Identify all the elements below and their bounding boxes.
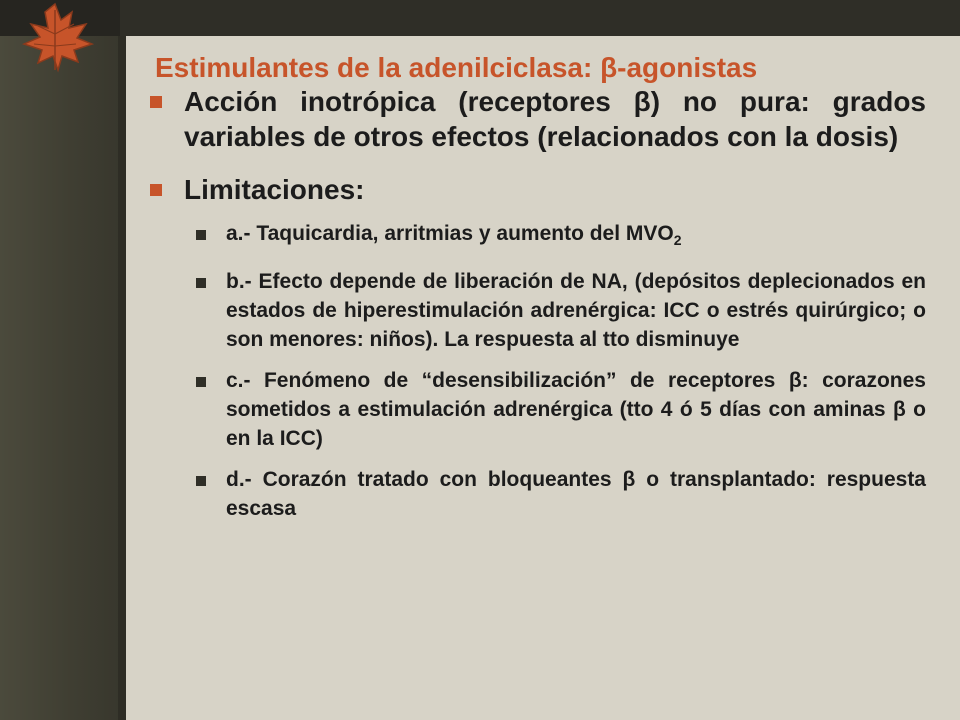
bullet-limitations (150, 172, 926, 207)
slide-title: Estimulantes de la adenilciclasa: β-agonistas (155, 52, 758, 83)
bullet-list (150, 84, 926, 535)
limitations-sublist (150, 219, 926, 523)
left-divider-stripe (118, 0, 126, 720)
bullet-text: Acción inotrópica (receptores β) no pura: grados variables de otros efectos (relacionados con la dosis) (184, 86, 926, 152)
subscript: 2 (673, 232, 682, 248)
left-decorative-band (0, 0, 120, 720)
sub-bullet-text: c.- Fenómeno de “desensibilización” de receptores β: corazones sometidos a estimulación adrenérgica (tto 4 ó 5 días con aminas β o en la ICC) (226, 369, 926, 450)
sub-bullet-c (192, 366, 926, 453)
sub-bullet-b (192, 267, 926, 354)
top-decorative-band (0, 0, 960, 36)
bullet-inotropic-action (150, 84, 926, 154)
sub-bullet-d (192, 465, 926, 523)
sub-bullet-a (192, 219, 926, 255)
sub-bullet-text: b.- Efecto depende de liberación de NA, (depósitos deplecionados en estados de hiperestimulación adrenérgica: ICC o estrés quirúrgico; o son menores: niños). La respuesta al tto disminuye (226, 270, 926, 351)
sub-bullet-text: a.- Taquicardia, arritmias y aumento del MVO (226, 222, 674, 245)
bullet-text: Limitaciones: (184, 174, 365, 205)
maple-leaf-icon (0, 0, 108, 76)
sub-bullet-text: d.- Corazón tratado con bloqueantes β o transplantado: respuesta escasa (226, 468, 926, 520)
